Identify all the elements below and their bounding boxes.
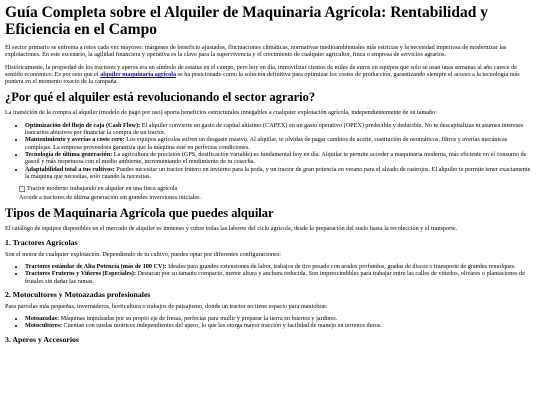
motocultores-list <box>5 315 535 330</box>
tractores-lead: Son el motor de cualquier explotación. Dependiendo de tu cultivo, puedes optar por diferentes configuraciones: <box>5 250 281 258</box>
subheading-aperos: 3. Aperos y Accesorios <box>5 334 79 344</box>
broken-image-icon <box>19 186 25 192</box>
subheading-tractores: 1. Tractores Agrícolas <box>5 237 78 247</box>
subheading-motocultores: 2. Motocultores y Motoazadas profesionales <box>5 289 151 299</box>
section-lead-why-rent: La transición de la compra al alquiler (modelo de pago por uso) aporta beneficios estructurales innegables a cualquier explotación agrícola, independientemente de su tamaño: <box>5 109 437 117</box>
list-item: • Adaptabilidad total a tus cultivos: Puedes necesitar un tractor frutero en invierno para la poda, y un tractor de gran potencia en verano para el alzado de rastrojos. El alquiler te permite tener exactamente la máquina que necesitas, solo cuando la necesitas. <box>25 166 535 181</box>
figure-caption: Accede a tractores de última generación sin grandes inversiones iniciales. <box>19 194 202 202</box>
tractor-image-alt: Tractor moderno trabajando en alquiler en una finca agrícola <box>27 185 178 193</box>
list-item: • Motoazadas: Máquinas impulsadas por su propio eje de fresas, perfectas para mullir y preparar la tierra en huertos y jardines. <box>25 315 535 322</box>
motocultores-lead: Para parcelas más pequeñas, invernaderos, horticultura o trabajos de paisajismo, donde un tractor no tiene espacio para maniobrar. <box>5 302 328 310</box>
intro-p2-after: se ha posicionado como la solución definitiva para optimizar los costes de producción, garantizando siempre el acceso a la tecnología más puntera en el momento exacto de la campaña. <box>5 70 520 86</box>
intro-p2-before: Históricamente, la propiedad de los tractores y aperos era un símbolo de estatus en el campo, pero hoy en día, inmovilizar cientos de miles de euros en equipos que solo se usan unas semanas al año carece de sentido económico. Es por esto que el <box>5 63 518 78</box>
intro-paragraph-2 <box>5 64 535 86</box>
section-lead-machinery-types: El catálogo de equipos disponibles en el mercado de alquiler es inmenso y cubre todas las labores del ciclo agrícola, desde la preparación del suelo hasta la recolección y el transporte. <box>5 225 458 233</box>
list-item: • Mantenimiento y averías a coste cero: Los equipos agrícolas sufren un desgaste masivo. Al alquilar, te olvidas de pagar cambios de aceite, sustitución de neumáticos, filtros y averías mecánicas complejas. La empresa proveedora garantiza que la máquina esté en perfectas condiciones. <box>25 136 535 151</box>
tractor-figure <box>19 185 535 201</box>
page-title: Guía Completa sobre el Alquiler de Maquinaria Agrícola: Rentabilidad y Eficiencia en el Campo <box>5 4 488 38</box>
list-item: • Motocultores: Cuentan con ruedas motrices independientes del apero, lo que les otorga mayor tracción y facilidad de manejo en terrenos duros. <box>25 322 535 329</box>
benefits-list <box>5 122 535 180</box>
section-heading-why-rent: ¿Por qué el alquiler está revolucionando el sector agrario? <box>5 90 316 105</box>
list-item: • Tecnología de última generación: La agricultura de precisión (GPS, dosificación variable) es fundamental hoy en día. Alquilar te permite acceder a maquinaria moderna, más eficiente en el consumo de gasoil y más respetuosa con el medio ambiente, incrementando el rendimiento de tu cosecha. <box>25 151 535 166</box>
alquiler-maquinaria-link[interactable]: alquiler maquinaria agrícola <box>100 70 177 78</box>
tractor-image <box>19 185 177 192</box>
tractores-list <box>5 263 535 285</box>
section-heading-machinery-types: Tipos de Maquinaria Agrícola que puedes alquilar <box>5 206 274 221</box>
list-item: • Optimización del flujo de caja (Cash Flow): El alquiler convierte un gasto de capital altísimo (CAPEX) en un gasto operativo (OPEX) predecible y deducible. No te descapitalizas ni asumes intereses bancarios abusivos por financiar la compra de un tractor. <box>25 122 535 137</box>
intro-paragraph-1: El sector primario se enfrenta a retos cada vez mayores: márgenes de beneficio ajustados, fluctuaciones climáticas, normativas medioambientales más estrictas y la necesidad imperiosa de modernizar las explotaciones. En este escenario, la agilidad financiera y operativa es la clave para la supervivencia y el crecimiento de cualquier agricultor, finca o empresa de servicios agrarios. <box>5 44 507 59</box>
list-item: • Tractores estándar de Alta Potencia (más de 100 CV): Ideales para grandes extensiones de labor, trabajos de tiro pesado con arados profundos, gradas de discos o transporte de grandes remolques. <box>25 263 535 270</box>
list-item: • Tractores Fruteros y Viñeros (Especiales): Destacan por su tamaño compacto, menor altura y anchura reducida. Son imprescindibles para trabajar entre las calles de viñedos, olivares o plantaciones de frutales sin dañar las ramas. <box>25 270 535 285</box>
